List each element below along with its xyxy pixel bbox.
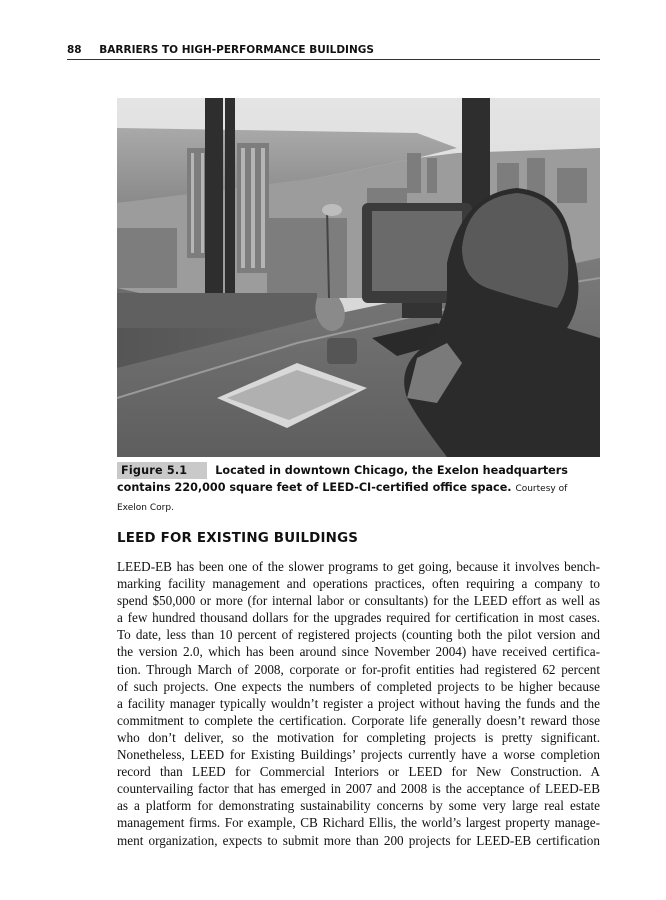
- body-line: the version 2.0, which has been around since November 2004) have received certifica-: [117, 644, 600, 660]
- figure-label: Figure 5.1: [117, 462, 207, 479]
- figure-caption: [117, 462, 600, 517]
- figure-credit: Courtesy of Exelon Corp.: [117, 484, 568, 513]
- page-number: 88: [67, 44, 82, 56]
- body-line: To date, less than 10 percent of registered projects (counting both the pilot version and: [117, 627, 600, 643]
- body-line: a few hundred thousand dollars for the upgrades required for certification in most cases.: [117, 610, 600, 626]
- body-line: Nonetheless, LEED for Existing Buildings’ projects currently have a worse completion: [117, 747, 600, 763]
- body-line: LEED-EB has been one of the slower programs to get going, because it involves bench-: [117, 559, 600, 574]
- body-line: spend $50,000 or more (for internal labor or consultants) for the LEED effort as well as: [117, 593, 600, 609]
- body-paragraph: [117, 558, 600, 849]
- body-line: commitment to complete the certification. Corporate life generally doesn’t reward those: [117, 712, 600, 728]
- body-line: who don’t deliver, so the motivation for completing projects is pretty significant.: [117, 729, 600, 745]
- figure-caption-text: Located in downtown Chicago, the Exelon headquarters contains 220,000 square feet of LEED-CI-certified office space.: [117, 464, 568, 494]
- body-line: countervailing factor that has emerged in 2007 and 2008 is the acceptance of LEED-EB: [117, 781, 600, 797]
- body-line: tion. Through March of 2008, corporate or for-profit entities had registered 62 percent: [117, 661, 600, 677]
- body-line: ment organization, expects to submit more than 200 projects for LEED-EB certification: [117, 832, 600, 848]
- body-line: of such projects. One expects the numbers of completed projects to be higher because: [117, 678, 600, 694]
- body-line: record than LEED for Commercial Interiors or LEED for New Construction. A: [117, 764, 600, 780]
- figure-photo: [117, 98, 600, 457]
- running-title: BARRIERS TO HIGH-PERFORMANCE BUILDINGS: [99, 44, 374, 56]
- body-line: marking facility management and operations practices, often requiring a company to: [117, 576, 600, 592]
- body-line: as a platform for demonstrating sustainability concerns by some very large real estate: [117, 798, 600, 814]
- body-line: management firms. For example, CB Richard Ellis, the world’s largest property manage-: [117, 815, 600, 831]
- body-line: a facility manager typically wouldn’t register a project without having the funds and the: [117, 695, 600, 711]
- section-heading: LEED FOR EXISTING BUILDINGS: [117, 531, 359, 546]
- running-head: [67, 44, 600, 60]
